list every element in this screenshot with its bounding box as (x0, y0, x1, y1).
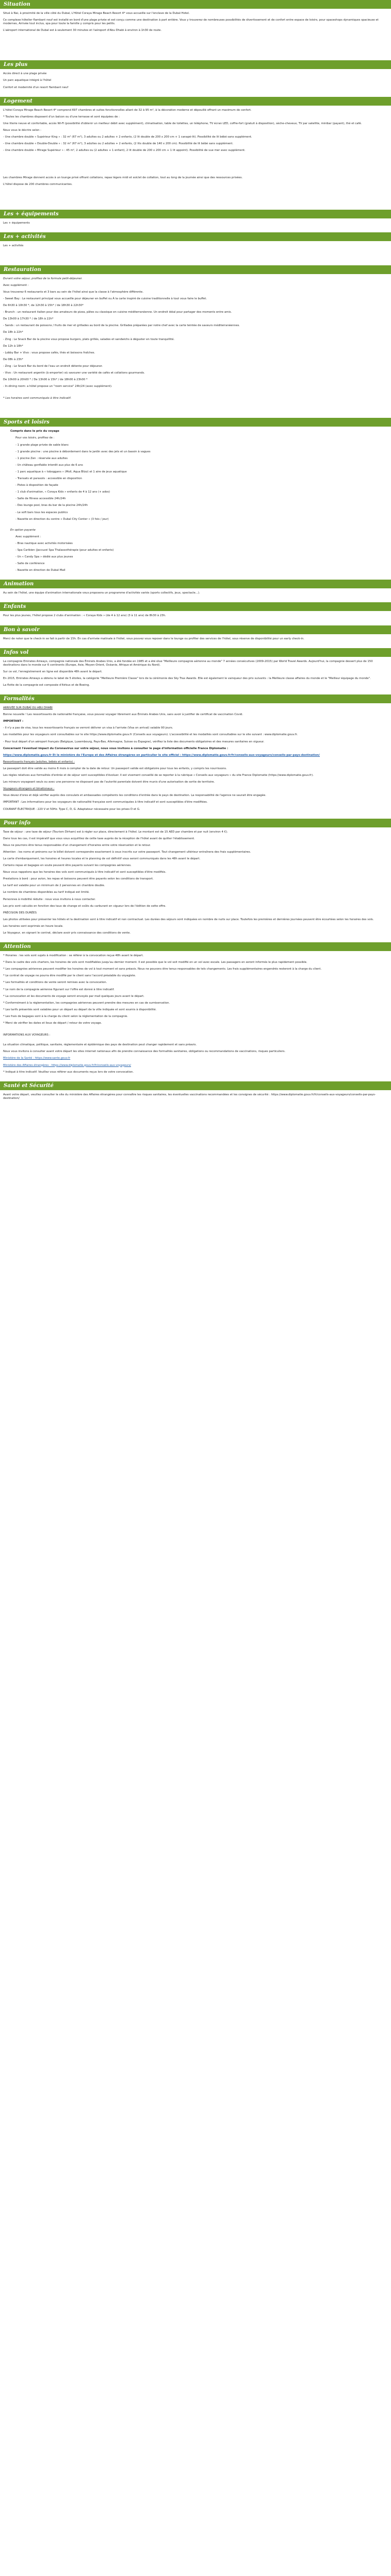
formalites-text: - Il n'y a pas de visa, tous les ressortissants français se verront délivrer un visa à l'arrivée (Visa on arrival) valable 90 jours. (3, 726, 173, 730)
formalites-text: Le passeport doit être valide au moins 6 mois à compter de la date de retour. Un passeport valide est obligatoire pour tous les enfants, y compris les nourrissons. (3, 767, 227, 770)
formalites-important: IMPORTANT : (3, 720, 24, 723)
sports-item: - Le soft bars tous les espaces publics (15, 511, 68, 514)
situation-heading: Situation (0, 0, 391, 9)
formalites-subtitle: Ressortissants français (adultes, bébés et enfants) : (3, 760, 75, 764)
restaurant-hours: De 10h00 à 20h00 * / De 13h00 à 15h* / de 18h00 à 23h00 * (3, 378, 88, 382)
sports-option-item: - Bras nautique avec activités motorisées (15, 541, 73, 545)
attention-text: * Le nom de la compagnie aérienne figurant sur l'offre est donné à titre indicatif. (3, 988, 115, 991)
pourinfo-text: Le Voyageur, en signant le contrat, déclare avoir pris connaissance des conditions de vente. (3, 931, 131, 935)
sports-item: - 1 piscine Zen : réservée aux adultes (15, 456, 68, 460)
plus-section (0, 69, 391, 96)
logement-text: * Toutes les chambres disposent d'un balcon ou d'une terrasse et sont équipées de : (3, 115, 120, 118)
animation-heading: Animation (0, 580, 391, 588)
formalites-covid: Concernant l'éventuel impact du Coronavirus sur votre séjour, nous vous invitons à consulter le page d'information officielle France Diplomatie : (3, 747, 229, 750)
pourinfo-text: Les horaires sont exprimés en heure locale. (3, 924, 63, 928)
sports-item: - 1 club d'animation, « Coraya Kids » enfants de 4 à 12 ans (+ ados) (15, 490, 110, 494)
formalites-text: Les modalités pour les voyageurs sont consultables sur le site https://www.diplomatie.gouv.fr (Conseils aux voyageurs). L'accessibilité et les modalités sont consultables sur le site suivant : www.diplomatie.gouv.fr. (3, 733, 298, 737)
logement-section (0, 106, 391, 194)
formalites-text: IMPORTANT : Les informations pour les voyageurs de nationalité française sont communiquées à titre indicatif et sont susceptibles d'être modifiées. (3, 801, 208, 804)
sports-item: - 1 parc aquatique à « toboggans » (Moll, Aqua Blizz) et 1 aire de jeux aquatique (15, 470, 127, 473)
restaurant-hours: De 6h30 à 10h30 *, de 12h30 à 15h* / de 18h30 à 22h30* (3, 304, 84, 308)
bonasavoir-text: Merci de noter que le check-in se fait à partir de 15h. En cas d'arrivée matinale à l'hôtel, vous pouvez vous reposer dans le lounge ou profiter des services de l'hôtel, sous réserve de disponibilité pour un early check-in. (3, 637, 304, 640)
attention-text: * Les frais de bagages sont à la charge du client selon la réglementation de la compagnie. (3, 1014, 128, 1018)
sports-item: - Navette en direction du centre « Dubaï City Center » (3 fois / jour) (15, 517, 109, 521)
restaurant-item: - In-dining room: a hôtel propose un "room service" 24h/24 (avec supplément). (3, 385, 112, 388)
restaurant-item: - Zing : Le Snack Bar de la piscine vous propose burgers, plats grillés, salades et sandwichs à déguster en toute tranquillité. (3, 337, 175, 341)
pourinfo-text: La carte d'embarquement, les horaires et heures locales et le planning de vol définitif vous seront communiqués dans les 48h avant le départ. (3, 857, 201, 860)
pourinfo-text: Le tarif est valable pour un minimum de 2 personnes en chambre double. (3, 884, 105, 888)
restaurant-item: - Brunch : un restaurant italien pour des amateurs de pizza, pâtes ou classique en cuisine méditerranéenne. Un endroit idéal pour partager des moments entre amis. (3, 311, 232, 314)
sports-item: - Des lounge pool, bras du bar de la piscine 24h/24h (15, 504, 88, 507)
formalites-subtitle: ARRIVÉE SUR DUBAÏ OU ABU DHABI (3, 706, 53, 710)
activites-text: Les + activités (3, 244, 24, 247)
equipements-section (0, 218, 391, 232)
sports-option-item: - Salle de conférence (15, 562, 45, 566)
restaurant-hours: De 13h00 à 17h30 * / de 18h à 22h* (3, 317, 54, 321)
sports-included-list (3, 444, 388, 521)
restauration-heading: Restauration (0, 265, 391, 274)
pourinfo-text: Le nombre de chambres disponibles au tarif indiqué est limité. (3, 891, 90, 894)
animation-section (0, 588, 391, 602)
formalites-subtitle: Voyageurs étrangers et binationaux : (3, 787, 55, 791)
attention-text: * Les tarifs présentés sont valables pour un départ au départ de la ville indiquée et sont soumis à disponibilité. (3, 1008, 157, 1011)
sports-option-item: - Un « Candy Spa » dédié aux plus jeunes (15, 555, 73, 559)
pourinfo-section (0, 827, 391, 943)
sante-ministry-link[interactable]: Ministère de la Santé : https://www.sante.gouv.fr (3, 1057, 71, 1060)
restaurant-hours: De 12h à 18h* (3, 344, 23, 348)
situation-section (0, 9, 391, 40)
restaurant-hours: De 18h à 22h* (3, 331, 23, 334)
infosvol-text: La flotte de la compagnie est composée d'Airbus et de Boeing. (3, 684, 90, 687)
plus-item: Accès direct à une plage privée (3, 72, 47, 76)
sports-section (0, 427, 391, 580)
situation-text: L'aéroport international de Dubaï est à seulement 30 minutes et l'aéroport d'Abu Dhabi à environ à 1h30 de route. (3, 29, 162, 32)
sante-text: Avant votre départ, veuillez consulter le site du ministère des Affaires étrangères pour connaître les risques sanitaires, les éventuelles vaccinations recommandées et les consignes de sécurité : https://www.diplomatie.gouv.fr/fr/conseils-aux-voyageurs/conseils-par-pays-destination/ (3, 1093, 376, 1100)
sports-item: - Salle de fitness accessible 24h/24h (15, 497, 66, 501)
activites-heading: Les + activités (0, 232, 391, 241)
attention-section (0, 951, 391, 1081)
attention-heading: Attention (0, 942, 391, 951)
attention-info-title: INFORMATIONS AUX VOYAGEURS : (3, 1033, 51, 1037)
enfants-heading: Enfants (0, 602, 391, 611)
formalites-diplomatie-link[interactable]: https://www.diplomatie.gouv.fr Et le ministère de l'Europe et des Affaires étrangères en particulier le site officiel : https://www.diplomatie.gouv.fr/fr/conseils-aux-voyageurs/conseils-par-pays-destination/ (3, 753, 320, 757)
bonasavoir-section (0, 634, 391, 648)
attention-text: * Les compagnies aériennes peuvent modifier les horaires de vol à tout moment et sans préavis. Nous ne pouvons être tenus responsables de tels changements. Les frais supplémentaires engendrés resteront à la charge du client. (3, 968, 322, 971)
pourinfo-text: Dans tous les cas, il est impératif que vous vous acquittiez de cette taxe auprès de la réception de l'hôtel avant de quitter l'établissement. (3, 837, 195, 840)
attention-text: * La convocation et les documents de voyage seront envoyés par mail quelques jours avant le départ. (3, 994, 144, 998)
room-type: - Une chambre double « Supérieur King » : 32 m² (67 m²), 3 adultes ou 2 adultes + 2 enfants, (2 lit double de 200 x 200 cm + 1 canapé-lit). Possibilité de lit bébé sans supplément. (3, 135, 252, 139)
plus-item: Confort et modernité d'un resort flambant neuf (3, 86, 69, 89)
sports-option-title: En option payante (10, 528, 36, 532)
restaurant-item: - Zing : Le Snack Bar du bord de l'eau un endroit détente pour déjeuner. (3, 364, 103, 368)
pourinfo-text: Nous vous rappelons que les horaires des vols sont communiqués à titre indicatif et sont susceptibles d'être modifiés. (3, 871, 167, 874)
sports-item: - Un château gonflable interdit aux plus de 6 ans (15, 463, 83, 467)
sports-included-title: Compris dans le prix du voyage (10, 430, 59, 433)
plus-item: Un parc aquatique intégré à l'hôtel (3, 79, 52, 82)
restauration-section (0, 274, 391, 408)
restauration-text: Durant votre séjour, profitez de la formule petit-déjeuner. (3, 277, 83, 280)
enfants-text: Pour les plus jeunes, l'hôtel propose 2 clubs d'animation : « Coraya Kids » (de 4 à 12 ans) (3 à 11 ans) de 8h30 à 23h. (3, 614, 166, 618)
logement-text: L'hôtel dispose de 200 chambres communicantes. (3, 183, 73, 187)
pourinfo-text: Les prix sont calculés en fonction des taux de change et coûts du carburant en vigueur lors de l'édition de cette offre. (3, 904, 167, 908)
restaurant-item: - Sweet Bay : Le restaurant principal vous accueille pour déjeuner en buffet ou À la carte inspiré de cuisine traditionnelle à tout vous faire le buffet. (3, 297, 207, 300)
pourinfo-text: Personnes à mobilité réduite : nous vous invitons à nous contacter. (3, 897, 96, 901)
restauration-text: Vous trouverez 6 restaurants et 3 bars au sein de l'hôtel ainsi que la classe à l'atmosphère différente. (3, 290, 144, 294)
attention-text: * Conformément à la réglementation, les compagnies aériennes peuvent prendre des mesures en cas de surréservation. (3, 1001, 170, 1005)
formalites-text: COURANT ÉLECTRIQUE : 220 V et 50Hz. Type C, D, G. Adaptateur nécessaire pour les prises D et G. (3, 807, 140, 811)
sports-heading: Sports et loisirs (0, 418, 391, 427)
attention-text: * Le contrat de voyage ne pourra être modifié par le client sans l'accord préalable du voyagiste. (3, 974, 136, 978)
logement-text: Nous vous le décrire selon : (3, 128, 41, 132)
attention-text: * Les formalités et conditions de vente seront remises avec la convocation. (3, 981, 107, 985)
formalites-text: Vous devez d'ores et déjà vérifier auprès des consulats et ambassades compétents les conditions d'entrée dans le pays de destination. La responsabilité de l'agence ne saurait être engagée. (3, 794, 266, 798)
infosvol-text: Sur ce vol, l'enregistrement en ligne est disponible 48h avant le départ. (3, 670, 103, 673)
animation-text: Au sein de l'hôtel, une équipe d'animation internationale vous proposera un programme d'activités variés (sports collectifs, jeux, spectacle...). (3, 591, 200, 595)
sante-heading: Santé et Sécurité (0, 1081, 391, 1090)
equipements-text: Les + équipements (3, 221, 30, 225)
attention-text: * Horaires : les vols sont sujets à modification : se référer à la convocation reçue 48h avant le départ. (3, 954, 144, 958)
logement-text: Une literie neuve et confortable, accès Wi-Fi (possibilité d'obtenir un meilleur débit avec supplément), climatisation, table de toilettes, un téléphone, TV écran LED, coffre-fort (gratuit à disposition), sèche-cheveux, TV par satellite, minibar (payant), thé et café. (3, 122, 362, 125)
spacer (0, 40, 391, 60)
sports-item: - Transats et parasols : accessible en disposition (15, 477, 82, 481)
plus-heading: Les plus (0, 60, 391, 69)
restauration-text: Avec supplément : (3, 283, 29, 287)
pourinfo-text: Nous ne pourrons être tenus responsables d'un changement d'horaires entre votre réservation et le retour. (3, 843, 151, 847)
pourinfo-heading: Pour info (0, 819, 391, 827)
pourinfo-text: Taxe de séjour : une taxe de séjour (Tourism Dirham) est à régler sur place, directement à l'hôtel. Le montant est de 15 AED par chambre et par nuit (environ 4 €). (3, 830, 228, 834)
pourinfo-text: Certains repas et bagages en soute peuvent être payants suivant les compagnies aériennes. (3, 864, 132, 868)
pourinfo-text: Prestations à bord : pour avion, les repas et boissons peuvent être payants selon les conditions de transport. (3, 877, 154, 881)
affaires-etrangeres-link[interactable]: Ministère des Affaires étrangères : https://www.diplomatie.gouv.fr/fr/conseils-aux-voyageurs/ (3, 1063, 132, 1067)
sports-option-intro: Avec supplément : (15, 535, 41, 538)
logement-text: Les chambres Mirage donnent accès à un lounge privé offrant collations, repas légers midi et soir/et de collation, tout au long de la journée ainsi que des ressources privées. (3, 176, 243, 180)
bonasavoir-heading: Bon à savoir (0, 625, 391, 634)
situation-text: Situé à Nai, à proximité de la ville côté du Dubaï, L'Hôtel Coraya Mirage Beach Resort 4* vous accueille sur l'enclave de la Dubaï Hotel. (3, 12, 190, 15)
infosvol-text: La compagnie Emirates Airways, compagnie nationale des Émirats Arabes Unis, a été fondée en 1985 et a été élue "Meilleure compagnie aérienne au monde" 7 années consécutives (2009-2015) par World Travel Awards. Aujourd'hui, la compagnie dessert plus de 150 destinations dans le monde sur 6 continents (Europe, Asie, Moyen-Orient, Océanie, Afrique et Amérique du Nord). (3, 659, 373, 667)
logement-text: L'hôtel Coraya Mirage Beach Resort 4* comprend 697 chambres et suites fonctionnelles allant de 32 à 95 m², à la décoration moderne et dépouillé offrant un maximum de confort. (3, 108, 252, 112)
attention-info-text: * Indiqué à titre indicatif. Veuillez vous référer aux documents reçus lors de votre convocation. (3, 1070, 134, 1074)
infosvol-heading: Infos vol (0, 648, 391, 657)
enfants-section (0, 611, 391, 625)
restaurant-item: - Sands : un restaurant de poissons / fruits de mer et grillades au bord de la piscine. Grillades préparées par notre chef avec la carte teintée de saveurs méditerranéennes. (3, 324, 240, 328)
formalites-text: Bonne nouvelle ! Les ressortissants de nationalité française, vous pouvez voyager librement aux Émirats Arabes Unis, sans avoir à justifier de certificat de vaccination Covid. (3, 713, 243, 717)
formalites-text: - Pour tout départ d'un aéroport français (Belgique, Luxembourg, Pays-Bas, Allemagne, Suisse ou Espagne), vérifiez la liste des documents obligatoires et des mesures sanitaires en vigueur. (3, 740, 265, 743)
sports-option-list (3, 542, 388, 572)
room-type: - Une chambre double « Double-Double » : 32 m² (67 m²), 3 adultes ou 2 adultes + 2 enfants, (2 lits double de 140 x 200 cm). Possibilité de lit bébé sans supplément. (3, 142, 234, 146)
formalites-text: Les mineurs voyageant seuls ou avec une personne ne disposant pas de l'autorité parentale doivent être munis d'une autorisation de sortie de territoire. (3, 781, 215, 784)
sports-item: - 1 grande plage privée de sable blanc (15, 443, 69, 447)
infosvol-section (0, 657, 391, 694)
infosvol-text: En 2015, Emirates Airways a obtenu le label de 5 étoiles, la catégorie "Meilleure Première Classe" lors de la cérémonie des Sky Trax Awards. Elle est également le vainqueur des prix suivants : la Meilleure classe affaires du monde et le "Meilleur équipage du monde". (3, 676, 371, 680)
sports-option-item: - Spa Caribien (Jaccuzzi Spa Thalassothérapie (pour adultes et enfants) (15, 548, 114, 552)
logement-heading: Logement (0, 97, 391, 106)
sports-item: - 1 grande piscine : une piscine à débordement dans le jardin avec des jets et un bassin à vagues (15, 450, 151, 453)
sports-option-item: - Navette en direction de Dubaï Mall (15, 569, 66, 572)
restauration-note: * Les horaires sont communiqués à titre indicatif. (3, 397, 72, 400)
formalites-text: Les règles relatives aux formalités d'entrée et de séjour sont susceptibles d'évoluer. Il est vivement conseillé de se reporter à la rubrique « Conseils aux voyageurs » du site France Diplomatie (https://www.diplomatie.gouv.fr). (3, 774, 314, 777)
restaurant-item: - Vivo : Un restaurant argentin (à emporter) où savourer une variété de cafés et collations gourmands. (3, 371, 145, 375)
activites-section (0, 241, 391, 255)
attention-text: * Merci de vérifier les dates et lieux de départ / retour de votre voyage. (3, 1022, 102, 1025)
pourinfo-text: Attention : les noms et prénoms sur le billet doivent correspondre exactement à ceux inscrits sur votre passeport. Tout changement ultérieur entraînera des frais supplémentaires. (3, 850, 251, 854)
sports-item: - Pistes à disposition de façade (15, 484, 58, 487)
restaurant-hours: De 08h à 23h* (3, 358, 23, 361)
equipements-heading: Les + équipements (0, 210, 391, 218)
sports-included-intro: Pour vos loisirs, profitez de : (15, 436, 55, 440)
situation-text: Ce complexe hôtelier flambant neuf est installé en bord d'une plage privée et est conçu comme une destination à part entière. Vous y trouverez de nombreuses possibilités de divertissement et de confort entre espace de loisirs, pour spaceshops dynamiques spacieuse et modernes, Arrivée tout inclus, spa pour toute la famille y compris pour les petits. (3, 19, 379, 26)
pourinfo-text: Les photos utilisées pour présenter les hôtels et la destination sont à titre indicatif et non contractuel. Les durées des séjours sont indiquées en nombre de nuits sur place. Toutefois les premières et dernières journées peuvent être écourtées selon les horaires des vols. (3, 918, 374, 921)
attention-info-text: La situation climatique, politique, sanitaire, règlementaire et épidémique des pays de destination peut changer rapidement et sans préavis. (3, 1043, 197, 1047)
pourinfo-subtitle: PRÉCISION DES DURÉES (3, 911, 37, 914)
attention-text: * Dans le cadre des vols charters, les horaires de vols sont modifiables jusqu'au dernier moment. Il est possible que le vol soit modifié en un vol avec escale. Les passagers en seront informés le plus rapidement possible. (3, 961, 307, 964)
formalites-section (0, 703, 391, 819)
attention-info-text: Nous vous invitons à consulter avant votre départ les sites internet nationaux afin de prendre connaissance des formalités sanitaires, obligations ou recommandations de vaccinations, risques particuliers. (3, 1050, 286, 1054)
sante-section (0, 1090, 391, 1108)
formalites-heading: Formalités (0, 694, 391, 703)
room-type: - Une chambre double « Mirage Supérieur » : 45 m², 2 adultes ou (2 adultes + 1 enfant), 2 lit double de 200 x 200 cm + 1 lit appoint). Possibilité de vue mer avec supplément. (3, 149, 246, 152)
restaurant-item: - Lobby Bar + Vivo : vous propose cafés, thés et boissons fraîches. (3, 351, 95, 354)
